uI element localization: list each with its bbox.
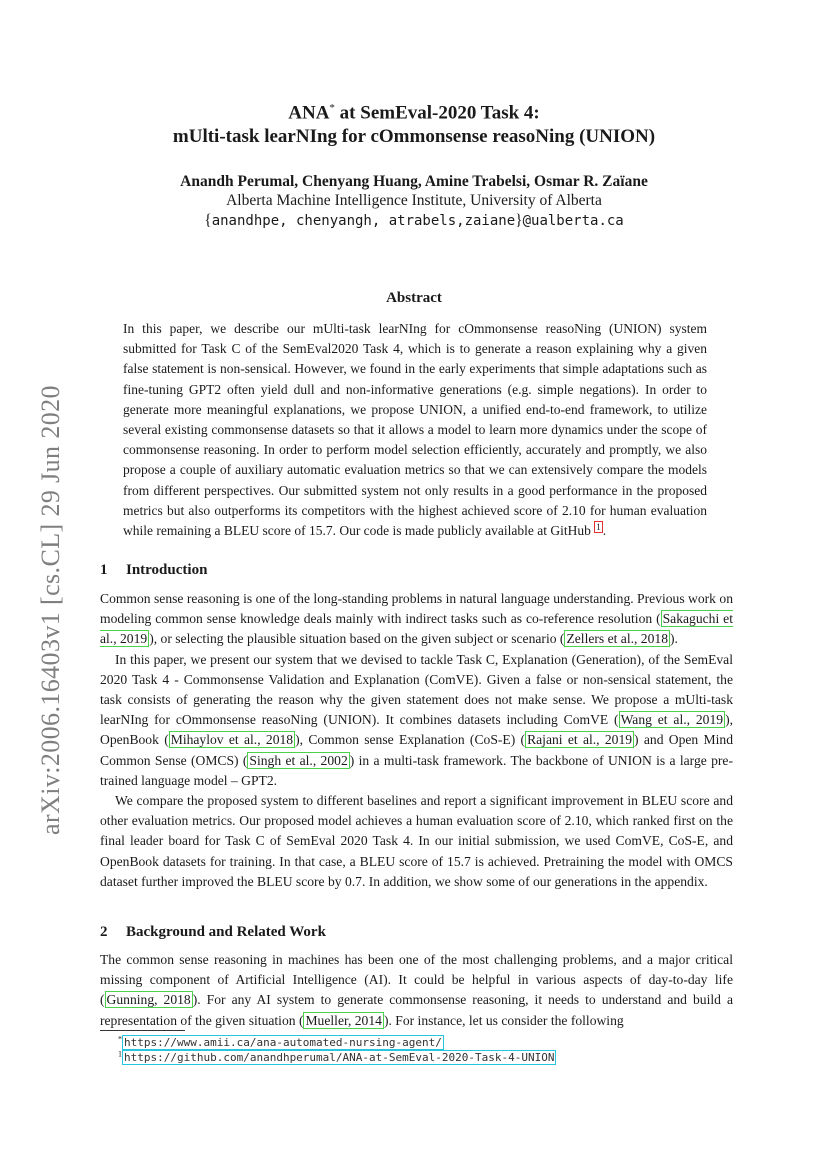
citation-link[interactable]: Gunning, 2018 xyxy=(106,992,191,1008)
title-ana: ANA xyxy=(288,102,330,124)
author-list: Anandh Perumal, Chenyang Huang, Amine Trabelsi, Osmar R. Zaïane xyxy=(180,173,648,190)
paragraph-text: ), Common sense Explanation (CoS-E) ( xyxy=(295,732,526,748)
section-heading-background xyxy=(100,923,326,941)
email-names: anandhpe, chenyangh, atrabels,zaiane xyxy=(211,213,516,229)
title-line-1 xyxy=(100,96,728,125)
paragraph-text: ) and Open Mind Common Sense (OMCS) ( xyxy=(100,732,733,768)
footnote-mark: * xyxy=(118,1034,122,1044)
paragraph-text: ), OpenBook ( xyxy=(100,712,733,748)
section-body-background xyxy=(100,950,733,1031)
paragraph-text: In this paper, we present our system that we devised to tackle Task C, Explanation (Generation), of the SemEval 2020 Task 4 - Commonsense Validation and Explanation (ComVE). Given a false or non-sensical statement, the task consists of generating the reason why the given statement does not make sense. We propose a mUlti-task learNIng for cOmmonsense reasoNing (UNION). It combines datasets including ComVE ( xyxy=(100,651,733,728)
abstract-text: In this paper, we describe our mUlti-task learNIng for cOmmonsense reasoNing (UNION) system submitted for Task C of the SemEval2020 Task 4, which is to generate a reason explaining why a given false statement is non-sensical. However, we found in the early experiments that simple adaptations such as fine-tuning GPT2 often yield dull and non-informative generations (e.g. simple negations). In order to generate more meaningful explanations, we propose UNION, a unified end-to-end framework, to utilize several existing commonsense datasets so that it allows a model to learn more dynamics under the scope of commonsense reasoning. In order to perform model selection efficiently, accurately and promptly, we also propose a couple of auxiliary automatic evaluation metrics so that we can extensively compare the models from different perspectives. Our submitted system not only results in a good performance in the proposed metrics but also outperforms its competitors with the highest achieved score of 2.10 for human evaluation while remaining a BLEU score of 15.7. Our code is made publicly available at GitHub xyxy=(123,321,707,539)
paragraph xyxy=(100,950,733,1031)
paragraph xyxy=(100,589,733,650)
paragraph-text: ) in a multi-task framework. The backbone of UNION is a large pre-trained language model – GPT2. xyxy=(100,752,733,788)
abstract-body xyxy=(123,319,707,541)
citation-link[interactable]: Rajani et al., 2019 xyxy=(527,732,633,748)
footnote-divider xyxy=(100,1030,185,1031)
section-title: Introduction xyxy=(126,562,208,578)
paragraph xyxy=(100,650,733,791)
citation-link[interactable]: Zellers et al., 2018 xyxy=(566,631,668,647)
footnote-url-link[interactable]: https://github.com/anandhperumal/ANA-at-SemEval-2020-Task-4-UNION xyxy=(124,1051,555,1064)
affiliation: Alberta Machine Intelligence Institute, University of Alberta xyxy=(226,192,602,209)
email-brace-open: { xyxy=(204,212,212,229)
title-line-2: mUlti-task learNIng for cOmmonsense reasoNing (UNION) xyxy=(172,126,656,148)
footnote-mark: 1 xyxy=(118,1049,122,1059)
citation-link[interactable]: Sakaguchi et al., 2019 xyxy=(100,611,733,647)
citation-link[interactable]: Mueller, 2014 xyxy=(305,1012,382,1028)
citation-link[interactable]: Mihaylov et al., 2018 xyxy=(170,732,294,748)
section-heading-introduction xyxy=(100,561,207,579)
section-number: 2 xyxy=(100,924,108,940)
title-line-1-rest: at SemEval-2020 Task 4: xyxy=(334,102,540,124)
footnote-star xyxy=(118,1036,444,1049)
author-emails xyxy=(100,211,728,231)
footnote-1 xyxy=(118,1051,556,1064)
footnote-link-1[interactable]: 1 xyxy=(596,521,601,532)
paragraph-text: Common sense reasoning is one of the long-standing problems in natural language understanding. Previous work on modeling common sense knowledge deals mainly with indirect tasks such as co-reference resolution ( xyxy=(100,591,733,627)
citation-link[interactable]: Singh et al., 2002 xyxy=(249,752,348,768)
abstract-end: . xyxy=(602,523,607,539)
footnote-url-link[interactable]: https://www.amii.ca/ana-automated-nursing-agent/ xyxy=(124,1036,442,1049)
paper-title xyxy=(100,96,728,149)
section-number: 1 xyxy=(100,562,108,578)
paragraph xyxy=(100,791,733,892)
paragraph-text: The common sense reasoning in machines has been one of the most challenging problems, and a major critical missing component of Artificial Intelligence (AI). It could be helpful in various aspects of day-to-day life ( xyxy=(100,952,733,1008)
paragraph-text: ). xyxy=(670,631,678,647)
paragraph-text: We compare the proposed system to different baselines and report a significant improvement in BLEU score and other evaluation metrics. Our proposed model achieves a human evaluation score of 2.10, which ranked first on the final leader board for Task C of SemEval 2020 Task 4. In our initial submission, we used ComVE, CoS-E, and OpenBook datasets for training. In that case, a BLEU score of 15.7 is achieved. Pretraining the model with OMCS dataset further improved the BLEU score by 0.7. In addition, we show some of our generations in the appendix. xyxy=(100,793,733,889)
arxiv-side-stamp: arXiv:2006.16403v1 [cs.CL] 29 Jun 2020 xyxy=(36,385,65,835)
title-footnote-mark[interactable]: * xyxy=(329,102,335,114)
citation-link[interactable]: Wang et al., 2019 xyxy=(620,712,724,728)
section-body-introduction xyxy=(100,589,733,892)
paragraph-text: ). For any AI system to generate commonsense reasoning, it needs to understand and build a representation of the given situation ( xyxy=(100,992,733,1028)
email-domain: @ualberta.ca xyxy=(522,213,624,229)
paragraph-text: ), or selecting the plausible situation based on the given subject or scenario ( xyxy=(149,631,565,647)
abstract-heading: Abstract xyxy=(386,290,442,306)
paragraph-text: ). For instance, let us consider the following xyxy=(383,1012,624,1028)
section-title: Background and Related Work xyxy=(126,924,326,940)
email-brace-close: } xyxy=(515,212,523,229)
